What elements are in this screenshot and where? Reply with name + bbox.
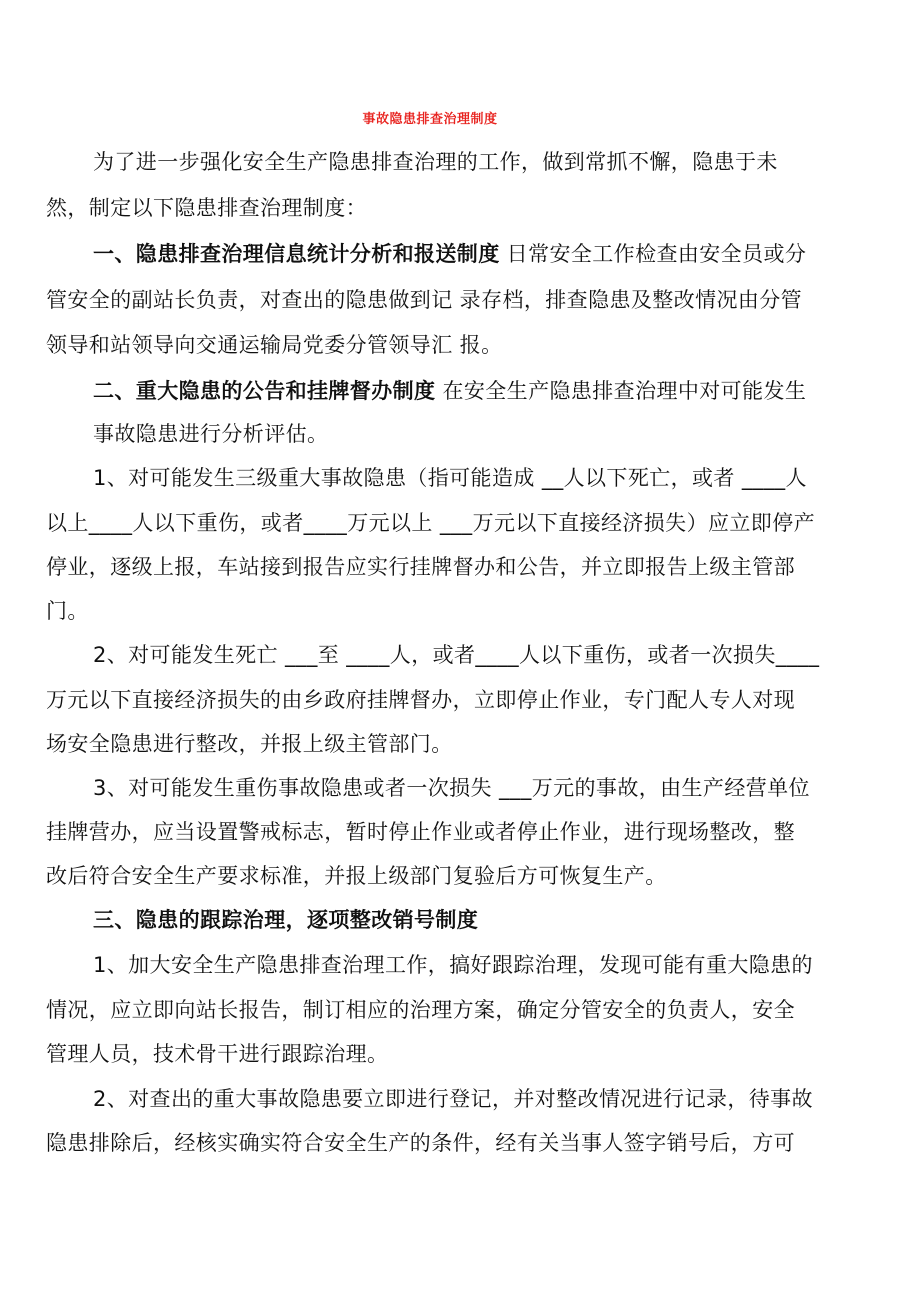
section1-first-line-rest: 日常安全工作检查由安全员或分	[499, 242, 807, 266]
section2-item1-line: 门。	[46, 599, 89, 623]
section1-line: 管安全的副站长负责，对查出的隐患做到记 录存档，排查隐患及整改情况由分管	[46, 288, 803, 312]
document-title: 事故隐患排查治理制度	[362, 112, 498, 127]
section2-line: 事故隐患进行分析评估。	[93, 422, 329, 446]
section1-first-line	[93, 240, 806, 268]
section2-item3-line: 3、对可能发生重伤事故隐患或者一次损失 ___万元的事故，由生产经营单位	[93, 776, 810, 800]
section2-item3-line: 改后符合安全生产要求标准，并报上级部门复验后方可恢复生产。	[46, 864, 667, 888]
section3-item1-line: 管理人员，技术骨干进行跟踪治理。	[46, 1042, 389, 1066]
section2-item1-line: 1、对可能发生三级重大事故隐患（指可能造成 __人以下死亡，或者 ____人	[93, 466, 807, 490]
section3-item1-line: 情况，应立即向站长报告，制订相应的治理方案，确定分管安全的负责人，安全	[46, 998, 795, 1022]
section3-item2-line: 2、对查出的重大事故隐患要立即进行登记，并对整改情况进行记录，待事故	[93, 1087, 813, 1111]
section3-heading: 三、隐患的跟踪治理，逐项整改销号制度	[93, 908, 479, 932]
section2-heading: 二、重大隐患的公告和挂牌督办制度	[93, 379, 436, 403]
section2-first-line	[93, 377, 806, 405]
intro-line-2: 然，制定以下隐患排查治理制度：	[46, 196, 367, 220]
section2-item3-line: 挂牌营办，应当设置警戒标志，暂时停止作业或者停止作业，进行现场整改，整	[46, 820, 795, 844]
section2-first-line-rest: 在安全生产隐患排查治理中对可能发生	[435, 379, 807, 403]
section1-line: 领导和站领导向交通运输局党委分管领导汇 报。	[46, 333, 503, 357]
section2-item2-line: 万元以下直接经济损失的由乡政府挂牌督办，立即停止作业，专门配人专人对现	[46, 688, 795, 712]
section1-heading: 一、隐患排查治理信息统计分析和报送制度	[93, 242, 500, 266]
section2-item2-line: 场安全隐患进行整改，并报上级主管部门。	[46, 732, 453, 756]
section2-item1-line: 以上____人以下重伤，或者____万元以上 ___万元以下直接经济损失）应立即停产	[46, 511, 815, 535]
section3-item1-line: 1、加大安全生产隐患排查治理工作，搞好跟踪治理，发现可能有重大隐患的	[93, 953, 813, 977]
section2-item2-line: 2、对可能发生死亡 ___至 ____人，或者____人以下重伤，或者一次损失____	[93, 643, 820, 667]
section2-item1-line: 停业，逐级上报，车站接到报告应实行挂牌督办和公告，并立即报告上级主管部	[46, 555, 795, 579]
section3-item2-line: 隐患排除后，经核实确实符合安全生产的条件，经有关当事人签字销号后，方可	[46, 1131, 795, 1155]
intro-line-1: 为了进一步强化安全生产隐患排查治理的工作，做到常抓不懈，隐患于未	[93, 150, 778, 174]
